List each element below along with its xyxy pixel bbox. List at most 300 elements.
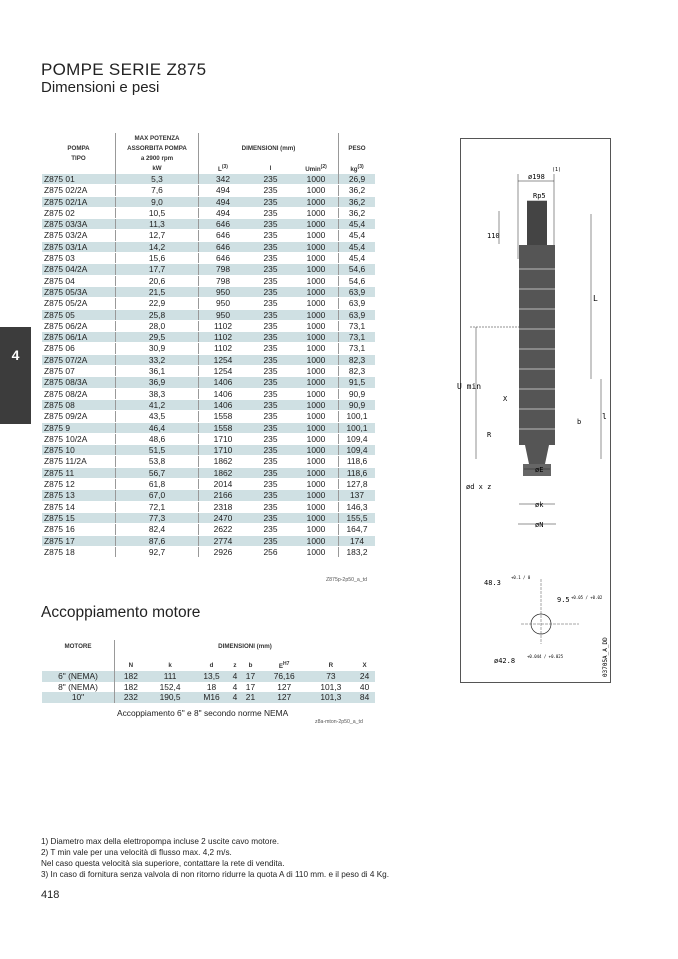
table-cell: 45,4 xyxy=(339,241,376,252)
table-cell: 1406 xyxy=(199,377,248,388)
col-max-potenza: MAX POTENZA xyxy=(116,133,199,143)
col-dimensioni: DIMENSIONI (mm) xyxy=(199,143,339,153)
motor-col-header xyxy=(193,660,229,671)
table-row xyxy=(42,354,375,365)
table-cell: 12,7 xyxy=(116,230,199,241)
table-cell: 90,9 xyxy=(339,388,376,399)
table-cell: Z875 03 xyxy=(42,253,116,264)
table-cell: 1000 xyxy=(294,286,339,297)
footnotes xyxy=(41,836,389,880)
dim-d198: ø198 xyxy=(528,173,545,181)
table-cell: 2622 xyxy=(199,524,248,535)
col-peso-blank xyxy=(339,133,376,143)
dim-rp5: Rp5 xyxy=(533,192,546,200)
dim-d198-sup: (1) xyxy=(552,167,562,173)
table-cell: 235 xyxy=(247,219,294,230)
dim-dxz: ød x z xyxy=(466,483,492,491)
motor-head-blank xyxy=(42,660,115,671)
table-cell: Z875 08 xyxy=(42,399,116,410)
table-cell: 100,1 xyxy=(339,422,376,433)
table-cell: 1000 xyxy=(294,366,339,377)
table-cell: 118,6 xyxy=(339,467,376,478)
table-cell: 494 xyxy=(199,207,248,218)
motor-cell: 4 xyxy=(230,692,240,703)
motor-col-label: b xyxy=(248,662,253,669)
table-cell: 1000 xyxy=(294,411,339,422)
table-cell: 235 xyxy=(247,535,294,546)
table-cell: 235 xyxy=(247,275,294,286)
table-row xyxy=(42,298,375,309)
motor-cell: 24 xyxy=(354,671,375,682)
table-cell: Z875 12 xyxy=(42,479,116,490)
table-row xyxy=(42,185,375,196)
motor-col-label: z xyxy=(233,662,237,669)
table-cell: 21,5 xyxy=(116,286,199,297)
table-cell: 235 xyxy=(247,366,294,377)
motor-table-code: z8a-mton-2p50_a_td xyxy=(315,719,363,725)
table-row xyxy=(42,309,375,320)
table-cell: 1406 xyxy=(199,388,248,399)
table-cell: 33,2 xyxy=(116,354,199,365)
motor-col-header xyxy=(240,660,261,671)
motor-cell: 21 xyxy=(240,692,261,703)
table-row xyxy=(42,433,375,444)
table-cell: 950 xyxy=(199,286,248,297)
table-cell: Z875 07 xyxy=(42,366,116,377)
table-cell: 155,5 xyxy=(339,512,376,523)
table-cell: 73,1 xyxy=(339,320,376,331)
table-cell: 146,3 xyxy=(339,501,376,512)
table-cell: Z875 02 xyxy=(42,207,116,218)
table-cell: 28,0 xyxy=(116,320,199,331)
table-cell: 1102 xyxy=(199,332,248,343)
table-cell: 1000 xyxy=(294,320,339,331)
table-row xyxy=(42,377,375,388)
dim-dk: øk xyxy=(535,501,544,509)
table-cell: 2014 xyxy=(199,479,248,490)
table-cell: 15,6 xyxy=(116,253,199,264)
table-cell: 1710 xyxy=(199,433,248,444)
table-cell: 235 xyxy=(247,388,294,399)
table-cell: 235 xyxy=(247,467,294,478)
table-cell: Z875 10/2A xyxy=(42,433,116,444)
table-row xyxy=(42,524,375,535)
table-cell: 950 xyxy=(199,309,248,320)
table-cell: 1000 xyxy=(294,219,339,230)
table-cell: 950 xyxy=(199,298,248,309)
table-cell: Z875 17 xyxy=(42,535,116,546)
table-cell: 22,9 xyxy=(116,298,199,309)
table-cell: 30,9 xyxy=(116,343,199,354)
col-assorbita: ASSORBITA POMPA xyxy=(116,143,199,153)
table-cell: 1000 xyxy=(294,433,339,444)
motor-col-header xyxy=(115,660,147,671)
table-cell: 17,7 xyxy=(116,264,199,275)
motor-col-header xyxy=(261,660,308,671)
table-cell: Z875 03/2A xyxy=(42,230,116,241)
table-cell: 235 xyxy=(247,422,294,433)
col-umin-sup: (2) xyxy=(320,163,327,170)
table-cell: 1000 xyxy=(294,332,339,343)
pump-base xyxy=(525,445,549,464)
dim-R: R xyxy=(487,431,492,439)
table-cell: 646 xyxy=(199,219,248,230)
table-row xyxy=(42,219,375,230)
col-pompa: POMPA xyxy=(67,144,90,152)
table-cell: 1254 xyxy=(199,366,248,377)
table-cell: Z875 05/2A xyxy=(42,298,116,309)
table-row xyxy=(42,264,375,275)
table-cell: 26,9 xyxy=(339,174,376,185)
table-cell: 7,6 xyxy=(116,185,199,196)
motor-cell: 111 xyxy=(147,671,194,682)
pump-technical-drawing xyxy=(457,139,610,682)
motor-coupling-table xyxy=(42,640,375,703)
table-cell: 1000 xyxy=(294,275,339,286)
table-cell: 14,2 xyxy=(116,241,199,252)
motor-row xyxy=(42,671,375,682)
pompa-header-blank xyxy=(42,133,116,143)
table-cell: 1000 xyxy=(294,241,339,252)
table-cell: 798 xyxy=(199,264,248,275)
dim-dE: øE xyxy=(535,466,544,474)
table-row xyxy=(42,422,375,433)
table-cell: Z875 03/3A xyxy=(42,219,116,230)
table-cell: 164,7 xyxy=(339,524,376,535)
table-cell: 1000 xyxy=(294,490,339,501)
table-cell: 38,3 xyxy=(116,388,199,399)
col-L-sup: (3) xyxy=(221,163,228,170)
page-title: POMPE SERIE Z875 xyxy=(41,60,207,79)
table-cell: 41,2 xyxy=(116,399,199,410)
table-cell: 235 xyxy=(247,354,294,365)
table-cell: 2926 xyxy=(199,546,248,557)
table-cell: 798 xyxy=(199,275,248,286)
pump-table-code: Z875p-2p50_a_td xyxy=(326,577,367,583)
col-dim-blank xyxy=(199,133,339,143)
table-cell: 235 xyxy=(247,490,294,501)
table-cell: 48,6 xyxy=(116,433,199,444)
table-cell: 29,5 xyxy=(116,332,199,343)
table-cell: 1000 xyxy=(294,524,339,535)
chapter-tab xyxy=(0,327,31,424)
table-cell: 56,7 xyxy=(116,467,199,478)
table-cell: 1558 xyxy=(199,411,248,422)
table-cell: 646 xyxy=(199,230,248,241)
table-cell: 1000 xyxy=(294,230,339,241)
motor-cell: 101,3 xyxy=(308,692,355,703)
table-cell: 36,2 xyxy=(339,196,376,207)
table-cell: Z875 08/3A xyxy=(42,377,116,388)
table-cell: Z875 16 xyxy=(42,524,116,535)
table-cell: 235 xyxy=(247,445,294,456)
motor-cell: 190,5 xyxy=(147,692,194,703)
dim-dN: øN xyxy=(535,521,544,529)
col-dim-spacer xyxy=(199,153,339,163)
motor-col-e-sup: H7 xyxy=(283,660,290,667)
dim-110: 110 xyxy=(487,232,500,240)
table-cell: 235 xyxy=(247,343,294,354)
table-row xyxy=(42,275,375,286)
table-cell: Z875 05 xyxy=(42,309,116,320)
dim-umin: U min xyxy=(457,382,482,391)
chapter-number: 4 xyxy=(11,347,20,363)
table-cell: 43,5 xyxy=(116,411,199,422)
table-cell: Z875 08/2A xyxy=(42,388,116,399)
table-row xyxy=(42,366,375,377)
table-cell: 11,3 xyxy=(116,219,199,230)
table-cell: 235 xyxy=(247,332,294,343)
table-row xyxy=(42,196,375,207)
table-cell: 46,4 xyxy=(116,422,199,433)
table-row xyxy=(42,230,375,241)
table-cell: 1000 xyxy=(294,298,339,309)
table-cell: 1000 xyxy=(294,445,339,456)
drawing-code: 03705A_A_DD xyxy=(602,637,609,677)
table-row xyxy=(42,479,375,490)
table-cell: Z875 06/2A xyxy=(42,320,116,331)
table-cell: 235 xyxy=(247,286,294,297)
table-cell: 53,8 xyxy=(116,456,199,467)
table-row xyxy=(42,253,375,264)
table-row xyxy=(42,546,375,557)
table-cell: 61,8 xyxy=(116,479,199,490)
table-cell: 235 xyxy=(247,524,294,535)
col-L xyxy=(199,163,248,174)
table-cell: 82,3 xyxy=(339,354,376,365)
col-kg-sup: (3) xyxy=(357,163,364,170)
dim-shaft-483: 48.3 xyxy=(484,579,501,587)
table-cell: 72,1 xyxy=(116,501,199,512)
motor-cell: 182 xyxy=(115,682,147,693)
table-cell: 235 xyxy=(247,309,294,320)
motor-col-label: k xyxy=(168,662,172,669)
table-cell: 235 xyxy=(247,479,294,490)
table-cell: 67,0 xyxy=(116,490,199,501)
table-cell: 1000 xyxy=(294,467,339,478)
col-peso-spacer xyxy=(339,153,376,163)
table-cell: Z875 15 xyxy=(42,512,116,523)
motor-spacer-2 xyxy=(115,652,376,660)
table-row xyxy=(42,388,375,399)
table-cell: Z875 02/2A xyxy=(42,185,116,196)
table-cell: 82,4 xyxy=(116,524,199,535)
dim-b: b xyxy=(577,418,582,426)
motor-col-header xyxy=(354,660,375,671)
table-cell: Z875 11/2A xyxy=(42,456,116,467)
table-cell: 10,5 xyxy=(116,207,199,218)
table-cell: 1000 xyxy=(294,253,339,264)
table-cell: 235 xyxy=(247,196,294,207)
table-cell: 118,6 xyxy=(339,456,376,467)
table-cell: 1000 xyxy=(294,264,339,275)
col-rpm: a 2900 rpm xyxy=(116,153,199,163)
motor-cell: 76,16 xyxy=(261,671,308,682)
table-cell: 77,3 xyxy=(116,512,199,523)
table-row xyxy=(42,399,375,410)
table-cell: Z875 04 xyxy=(42,275,116,286)
table-cell: 1000 xyxy=(294,512,339,523)
table-row xyxy=(42,286,375,297)
table-cell: 235 xyxy=(247,456,294,467)
table-cell: 87,6 xyxy=(116,535,199,546)
col-umin-label: Umin xyxy=(305,166,321,174)
motor-cell: 84 xyxy=(354,692,375,703)
table-cell: 82,3 xyxy=(339,366,376,377)
table-cell: 2470 xyxy=(199,512,248,523)
table-cell: 5,3 xyxy=(116,174,199,185)
table-cell: 235 xyxy=(247,411,294,422)
table-cell: 1000 xyxy=(294,422,339,433)
motor-col-label: d xyxy=(209,662,214,669)
table-cell: 1102 xyxy=(199,320,248,331)
motor-cell: 232 xyxy=(115,692,147,703)
col-umin xyxy=(294,163,339,174)
table-cell: 183,2 xyxy=(339,546,376,557)
table-cell: 494 xyxy=(199,196,248,207)
motor-col-header xyxy=(147,660,194,671)
table-cell: Z875 09/2A xyxy=(42,411,116,422)
motor-cell: 4 xyxy=(232,681,238,692)
table-row xyxy=(42,490,375,501)
motor-cell: 152,4 xyxy=(159,681,181,692)
pump-dimensions-table xyxy=(42,133,375,558)
table-cell: 235 xyxy=(247,433,294,444)
motor-row xyxy=(42,692,375,703)
motor-cell: 10" xyxy=(42,692,115,703)
table-row xyxy=(42,343,375,354)
motor-col-label: N xyxy=(128,662,134,669)
table-cell: Z875 10 xyxy=(42,445,116,456)
table-cell: 2318 xyxy=(199,501,248,512)
table-row xyxy=(42,512,375,523)
nema-note: Accoppiamento 6" e 8" secondo norme NEMA xyxy=(117,708,289,718)
table-cell: 1000 xyxy=(294,535,339,546)
table-cell: 137 xyxy=(339,490,376,501)
footnote-2b: Nel caso questa velocità sia superiore, contattare la rete di vendita. xyxy=(41,859,285,868)
table-cell: 1000 xyxy=(294,343,339,354)
motor-cell: 17 xyxy=(245,681,256,692)
table-row xyxy=(42,241,375,252)
table-cell: 1558 xyxy=(199,422,248,433)
motor-spacer xyxy=(42,652,115,660)
table-cell: 235 xyxy=(247,320,294,331)
table-cell: 45,4 xyxy=(339,253,376,264)
table-cell: 1000 xyxy=(294,377,339,388)
table-row xyxy=(42,456,375,467)
table-cell: 235 xyxy=(247,241,294,252)
table-row xyxy=(42,174,375,185)
table-cell: 73,1 xyxy=(339,343,376,354)
table-row xyxy=(42,207,375,218)
col-motore: MOTORE xyxy=(64,642,92,650)
table-cell: 1254 xyxy=(199,354,248,365)
table-cell: 100,1 xyxy=(339,411,376,422)
table-cell: 20,6 xyxy=(116,275,199,286)
footnote-3: 3) In caso di fornitura senza valvola di non ritorno ridurre la quota A di 110 mm. e il peso di 4 Kg. xyxy=(41,870,390,879)
table-cell: 235 xyxy=(247,174,294,185)
col-kg-label: kg xyxy=(350,166,358,174)
col-tipo: TIPO xyxy=(71,154,86,162)
motor-col-label: E xyxy=(278,663,284,671)
table-cell: Z875 18 xyxy=(42,546,116,557)
table-cell: 1000 xyxy=(294,456,339,467)
dim-shaft-95-tol: +0.05 / +0.02 xyxy=(571,595,603,600)
dim-shaft-483-tol: +0.1 / 0 xyxy=(511,575,531,580)
pump-body xyxy=(519,245,555,445)
dim-l: l xyxy=(602,412,607,421)
table-cell: 1000 xyxy=(294,354,339,365)
motor-cell: 13,5 xyxy=(193,671,229,682)
motor-cell: 127 xyxy=(277,681,292,692)
motor-cell: 6" (NEMA) xyxy=(42,671,115,682)
table-cell: Z875 14 xyxy=(42,501,116,512)
table-cell: 109,4 xyxy=(339,445,376,456)
motor-cell: M16 xyxy=(193,692,229,703)
table-row xyxy=(42,445,375,456)
table-row xyxy=(42,501,375,512)
table-cell: 494 xyxy=(199,185,248,196)
table-cell: 342 xyxy=(199,174,248,185)
table-cell: 1000 xyxy=(294,479,339,490)
table-cell: 1000 xyxy=(294,309,339,320)
table-cell: 235 xyxy=(247,253,294,264)
col-tipo-unit xyxy=(42,163,116,174)
table-cell: Z875 04/2A xyxy=(42,264,116,275)
motor-section-title: Accoppiamento motore xyxy=(41,604,201,621)
table-cell: 36,9 xyxy=(116,377,199,388)
motor-cell: 18 xyxy=(206,681,217,692)
table-cell: 127,8 xyxy=(339,479,376,490)
motor-cell: 4 xyxy=(230,671,240,682)
table-row xyxy=(42,411,375,422)
motor-row xyxy=(42,682,375,693)
table-cell: 1000 xyxy=(294,399,339,410)
table-cell: 1862 xyxy=(199,467,248,478)
table-cell: 1000 xyxy=(294,501,339,512)
table-cell: 91,5 xyxy=(339,377,376,388)
motor-cell: 40 xyxy=(359,681,370,692)
table-row xyxy=(42,320,375,331)
table-cell: 174 xyxy=(339,535,376,546)
table-cell: 235 xyxy=(247,399,294,410)
table-cell: 1000 xyxy=(294,185,339,196)
table-cell: 646 xyxy=(199,253,248,264)
table-cell: 1862 xyxy=(199,456,248,467)
table-cell: 1000 xyxy=(294,174,339,185)
table-row xyxy=(42,535,375,546)
dim-shaft-428: ø42.8 xyxy=(494,657,516,665)
table-cell: 63,9 xyxy=(339,298,376,309)
col-kw: kW xyxy=(116,163,199,174)
table-cell: 235 xyxy=(247,512,294,523)
col-L-label: L xyxy=(218,166,222,174)
table-cell: 1102 xyxy=(199,343,248,354)
footnote-1: 1) Diametro max della elettropompa incluse 2 uscite cavo motore. xyxy=(41,837,280,846)
motor-col-header xyxy=(308,660,355,671)
table-cell: Z875 9 xyxy=(42,422,116,433)
motor-cell: 182 xyxy=(115,671,147,682)
dim-shaft-428-tol: +0.044 / +0.025 xyxy=(527,654,564,659)
table-cell: 235 xyxy=(247,264,294,275)
motor-col-label: R xyxy=(328,662,334,669)
table-cell: 9,0 xyxy=(116,196,199,207)
col-kg xyxy=(339,163,376,174)
table-row xyxy=(42,332,375,343)
pump-drawing xyxy=(457,138,611,683)
motor-cell: 101,3 xyxy=(320,681,342,692)
motor-cell: 127 xyxy=(261,692,308,703)
